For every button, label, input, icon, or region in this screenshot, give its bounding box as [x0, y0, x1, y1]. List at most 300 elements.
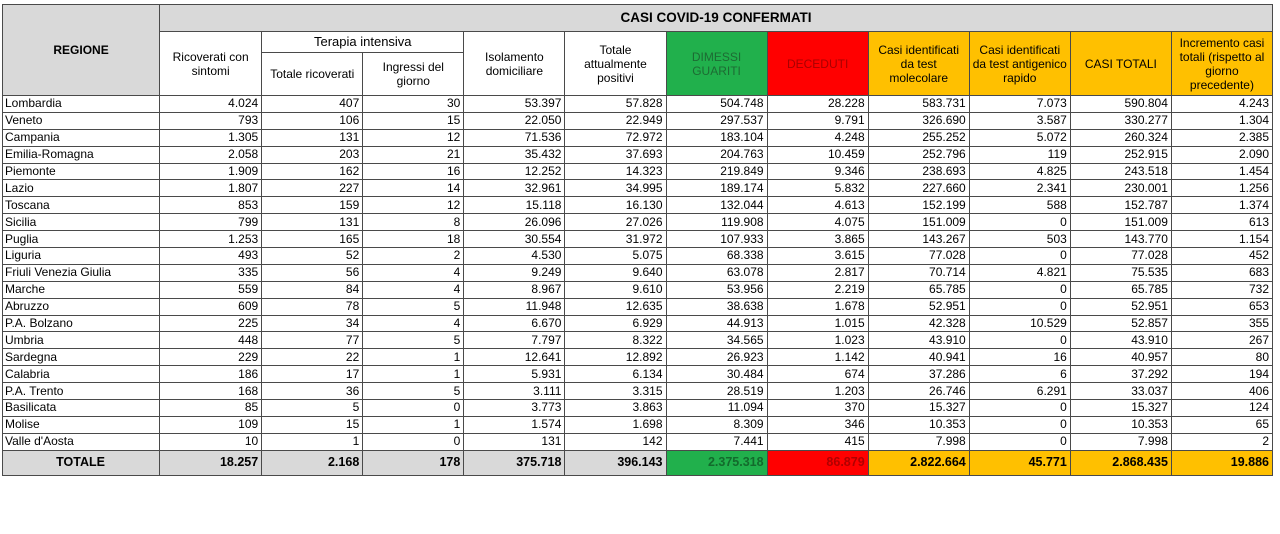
cell-dimessi: 504.748 [666, 96, 767, 113]
cell-totale-ricoverati: 34 [262, 315, 363, 332]
total-isolamento: 375.718 [464, 450, 565, 475]
cell-incremento: 80 [1171, 349, 1272, 366]
cell-incremento: 406 [1171, 383, 1272, 400]
cell-ricoverati: 229 [160, 349, 262, 366]
cell-positivi: 6.134 [565, 366, 666, 383]
cell-ricoverati: 2.058 [160, 146, 262, 163]
cell-ingressi: 1 [363, 349, 464, 366]
cell-positivi: 6.929 [565, 315, 666, 332]
total-ingressi: 178 [363, 450, 464, 475]
cell-dimessi: 132.044 [666, 197, 767, 214]
cell-isolamento: 12.641 [464, 349, 565, 366]
table-row [3, 96, 1273, 113]
cell-incremento: 732 [1171, 281, 1272, 298]
cell-antigenico: 6 [969, 366, 1070, 383]
cell-dimessi: 30.484 [666, 366, 767, 383]
cell-antigenico: 0 [969, 400, 1070, 417]
cell-totale-ricoverati: 407 [262, 96, 363, 113]
cell-casi-totali: 75.535 [1070, 264, 1171, 281]
cell-deceduti: 1.015 [767, 315, 868, 332]
cell-ingressi: 14 [363, 180, 464, 197]
cell-totale-ricoverati: 78 [262, 298, 363, 315]
cell-ricoverati: 10 [160, 433, 262, 450]
cell-incremento: 683 [1171, 264, 1272, 281]
cell-antigenico: 0 [969, 416, 1070, 433]
cell-molecolare: 10.353 [868, 416, 969, 433]
cell-totale-ricoverati: 36 [262, 383, 363, 400]
cell-ricoverati: 85 [160, 400, 262, 417]
total-dimessi: 2.375.318 [666, 450, 767, 475]
cell-ricoverati: 609 [160, 298, 262, 315]
total-molecolare: 2.822.664 [868, 450, 969, 475]
cell-positivi: 72.972 [565, 129, 666, 146]
cell-molecolare: 326.690 [868, 112, 969, 129]
table-row [3, 180, 1273, 197]
total-ricoverati: 18.257 [160, 450, 262, 475]
cell-incremento: 355 [1171, 315, 1272, 332]
cell-casi-totali: 10.353 [1070, 416, 1171, 433]
cell-regione: Calabria [3, 366, 160, 383]
cell-isolamento: 9.249 [464, 264, 565, 281]
cell-isolamento: 3.111 [464, 383, 565, 400]
cell-ingressi: 1 [363, 366, 464, 383]
total-deceduti: 86.879 [767, 450, 868, 475]
cell-regione: Campania [3, 129, 160, 146]
cell-totale-ricoverati: 159 [262, 197, 363, 214]
cell-antigenico: 588 [969, 197, 1070, 214]
cell-antigenico: 6.291 [969, 383, 1070, 400]
cell-incremento: 653 [1171, 298, 1272, 315]
cell-ingressi: 0 [363, 400, 464, 417]
table-row [3, 163, 1273, 180]
cell-isolamento: 30.554 [464, 231, 565, 248]
cell-antigenico: 3.587 [969, 112, 1070, 129]
cell-molecolare: 238.693 [868, 163, 969, 180]
cell-totale-ricoverati: 52 [262, 248, 363, 265]
cell-incremento: 2.385 [1171, 129, 1272, 146]
table-row [3, 315, 1273, 332]
cell-totale-ricoverati: 77 [262, 332, 363, 349]
cell-positivi: 5.075 [565, 248, 666, 265]
table-title: CASI COVID-19 CONFERMATI [160, 5, 1273, 32]
cell-antigenico: 0 [969, 248, 1070, 265]
cell-regione: Umbria [3, 332, 160, 349]
cell-antigenico: 4.825 [969, 163, 1070, 180]
cell-totale-ricoverati: 106 [262, 112, 363, 129]
cell-deceduti: 674 [767, 366, 868, 383]
cell-antigenico: 0 [969, 332, 1070, 349]
cell-dimessi: 11.094 [666, 400, 767, 417]
table-row [3, 112, 1273, 129]
table-row [3, 366, 1273, 383]
cell-molecolare: 70.714 [868, 264, 969, 281]
header-ingressi: Ingressi del giorno [363, 53, 464, 96]
cell-positivi: 27.026 [565, 214, 666, 231]
cell-ricoverati: 109 [160, 416, 262, 433]
cell-positivi: 9.640 [565, 264, 666, 281]
header-positivi: Totale attualmente positivi [565, 32, 666, 96]
cell-antigenico: 5.072 [969, 129, 1070, 146]
cell-regione: Molise [3, 416, 160, 433]
cell-totale-ricoverati: 162 [262, 163, 363, 180]
cell-casi-totali: 40.957 [1070, 349, 1171, 366]
cell-deceduti: 28.228 [767, 96, 868, 113]
cell-dimessi: 28.519 [666, 383, 767, 400]
cell-ingressi: 5 [363, 332, 464, 349]
cell-casi-totali: 52.857 [1070, 315, 1171, 332]
cell-dimessi: 26.923 [666, 349, 767, 366]
cell-totale-ricoverati: 5 [262, 400, 363, 417]
cell-antigenico: 0 [969, 298, 1070, 315]
table-row [3, 416, 1273, 433]
cell-antigenico: 119 [969, 146, 1070, 163]
cell-dimessi: 119.908 [666, 214, 767, 231]
cell-ricoverati: 793 [160, 112, 262, 129]
cell-positivi: 3.315 [565, 383, 666, 400]
cell-isolamento: 6.670 [464, 315, 565, 332]
cell-positivi: 14.323 [565, 163, 666, 180]
table-row [3, 264, 1273, 281]
cell-incremento: 1.374 [1171, 197, 1272, 214]
cell-molecolare: 42.328 [868, 315, 969, 332]
cell-dimessi: 8.309 [666, 416, 767, 433]
header-dimessi: DIMESSI GUARITI [666, 32, 767, 96]
cell-dimessi: 68.338 [666, 248, 767, 265]
cell-casi-totali: 330.277 [1070, 112, 1171, 129]
cell-ingressi: 30 [363, 96, 464, 113]
cell-molecolare: 252.796 [868, 146, 969, 163]
cell-deceduti: 1.678 [767, 298, 868, 315]
cell-incremento: 613 [1171, 214, 1272, 231]
cell-regione: Liguria [3, 248, 160, 265]
cell-ricoverati: 1.807 [160, 180, 262, 197]
cell-totale-ricoverati: 15 [262, 416, 363, 433]
cell-casi-totali: 243.518 [1070, 163, 1171, 180]
cell-molecolare: 52.951 [868, 298, 969, 315]
cell-regione: Abruzzo [3, 298, 160, 315]
cell-isolamento: 4.530 [464, 248, 565, 265]
cell-deceduti: 9.791 [767, 112, 868, 129]
cell-totale-ricoverati: 22 [262, 349, 363, 366]
cell-positivi: 37.693 [565, 146, 666, 163]
table-row [3, 197, 1273, 214]
cell-casi-totali: 77.028 [1070, 248, 1171, 265]
table-row [3, 248, 1273, 265]
cell-ingressi: 21 [363, 146, 464, 163]
cell-incremento: 1.256 [1171, 180, 1272, 197]
table-row [3, 129, 1273, 146]
cell-ingressi: 16 [363, 163, 464, 180]
cell-dimessi: 297.537 [666, 112, 767, 129]
cell-positivi: 16.130 [565, 197, 666, 214]
cell-isolamento: 1.574 [464, 416, 565, 433]
cell-totale-ricoverati: 17 [262, 366, 363, 383]
table-row [3, 433, 1273, 450]
cell-dimessi: 44.913 [666, 315, 767, 332]
cell-ricoverati: 853 [160, 197, 262, 214]
cell-deceduti: 415 [767, 433, 868, 450]
cell-ingressi: 5 [363, 383, 464, 400]
cell-isolamento: 15.118 [464, 197, 565, 214]
covid-table-container [2, 4, 1273, 476]
cell-isolamento: 53.397 [464, 96, 565, 113]
cell-isolamento: 26.096 [464, 214, 565, 231]
cell-deceduti: 4.075 [767, 214, 868, 231]
cell-isolamento: 32.961 [464, 180, 565, 197]
cell-casi-totali: 7.998 [1070, 433, 1171, 450]
cell-molecolare: 255.252 [868, 129, 969, 146]
table-row [3, 349, 1273, 366]
cell-isolamento: 22.050 [464, 112, 565, 129]
cell-dimessi: 53.956 [666, 281, 767, 298]
cell-ingressi: 18 [363, 231, 464, 248]
cell-positivi: 12.892 [565, 349, 666, 366]
cell-ricoverati: 1.909 [160, 163, 262, 180]
cell-dimessi: 189.174 [666, 180, 767, 197]
cell-molecolare: 15.327 [868, 400, 969, 417]
cell-regione: Basilicata [3, 400, 160, 417]
cell-isolamento: 3.773 [464, 400, 565, 417]
cell-molecolare: 77.028 [868, 248, 969, 265]
cell-molecolare: 583.731 [868, 96, 969, 113]
cell-ingressi: 4 [363, 315, 464, 332]
cell-ricoverati: 4.024 [160, 96, 262, 113]
cell-regione: P.A. Bolzano [3, 315, 160, 332]
cell-deceduti: 370 [767, 400, 868, 417]
cell-positivi: 8.322 [565, 332, 666, 349]
cell-deceduti: 4.613 [767, 197, 868, 214]
cell-positivi: 57.828 [565, 96, 666, 113]
cell-casi-totali: 152.787 [1070, 197, 1171, 214]
cell-regione: Sicilia [3, 214, 160, 231]
cell-antigenico: 7.073 [969, 96, 1070, 113]
cell-regione: Sardegna [3, 349, 160, 366]
cell-antigenico: 16 [969, 349, 1070, 366]
cell-positivi: 31.972 [565, 231, 666, 248]
cell-deceduti: 1.023 [767, 332, 868, 349]
table-row [3, 231, 1273, 248]
cell-antigenico: 0 [969, 433, 1070, 450]
cell-incremento: 1.454 [1171, 163, 1272, 180]
cell-ingressi: 12 [363, 197, 464, 214]
cell-ingressi: 4 [363, 281, 464, 298]
cell-dimessi: 204.763 [666, 146, 767, 163]
cell-totale-ricoverati: 84 [262, 281, 363, 298]
cell-antigenico: 4.821 [969, 264, 1070, 281]
cell-deceduti: 3.615 [767, 248, 868, 265]
cell-regione: Piemonte [3, 163, 160, 180]
cell-molecolare: 40.941 [868, 349, 969, 366]
cell-ricoverati: 335 [160, 264, 262, 281]
table-row [3, 146, 1273, 163]
cell-molecolare: 152.199 [868, 197, 969, 214]
header-totale-ricoverati: Totale ricoverati [262, 53, 363, 96]
cell-deceduti: 2.817 [767, 264, 868, 281]
table-row [3, 400, 1273, 417]
cell-ingressi: 12 [363, 129, 464, 146]
cell-ingressi: 5 [363, 298, 464, 315]
cell-casi-totali: 37.292 [1070, 366, 1171, 383]
cell-regione: Marche [3, 281, 160, 298]
cell-incremento: 452 [1171, 248, 1272, 265]
cell-casi-totali: 65.785 [1070, 281, 1171, 298]
cell-positivi: 34.995 [565, 180, 666, 197]
cell-regione: Veneto [3, 112, 160, 129]
cell-totale-ricoverati: 165 [262, 231, 363, 248]
cell-regione: Puglia [3, 231, 160, 248]
cell-positivi: 9.610 [565, 281, 666, 298]
cell-positivi: 1.698 [565, 416, 666, 433]
cell-dimessi: 183.104 [666, 129, 767, 146]
header-deceduti: DECEDUTI [767, 32, 868, 96]
header-casi-totali: CASI TOTALI [1070, 32, 1171, 96]
cell-regione: P.A. Trento [3, 383, 160, 400]
total-row [3, 450, 1273, 475]
header-incremento: Incremento casi totali (rispetto al giorno precedente) [1171, 32, 1272, 96]
cell-incremento: 65 [1171, 416, 1272, 433]
cell-deceduti: 3.865 [767, 231, 868, 248]
cell-regione: Toscana [3, 197, 160, 214]
cell-totale-ricoverati: 227 [262, 180, 363, 197]
cell-casi-totali: 143.770 [1070, 231, 1171, 248]
cell-molecolare: 37.286 [868, 366, 969, 383]
cell-ingressi: 15 [363, 112, 464, 129]
cell-molecolare: 227.660 [868, 180, 969, 197]
table-row [3, 281, 1273, 298]
cell-ricoverati: 559 [160, 281, 262, 298]
cell-dimessi: 219.849 [666, 163, 767, 180]
cell-ingressi: 2 [363, 248, 464, 265]
table-row [3, 298, 1273, 315]
cell-antigenico: 2.341 [969, 180, 1070, 197]
cell-incremento: 4.243 [1171, 96, 1272, 113]
total-positivi: 396.143 [565, 450, 666, 475]
covid-cases-table [2, 4, 1273, 476]
cell-ricoverati: 186 [160, 366, 262, 383]
cell-deceduti: 10.459 [767, 146, 868, 163]
cell-casi-totali: 252.915 [1070, 146, 1171, 163]
cell-casi-totali: 590.804 [1070, 96, 1171, 113]
total-totale-ricoverati: 2.168 [262, 450, 363, 475]
header-ricoverati: Ricoverati con sintomi [160, 32, 262, 96]
cell-totale-ricoverati: 131 [262, 214, 363, 231]
cell-ricoverati: 799 [160, 214, 262, 231]
table-row [3, 383, 1273, 400]
cell-incremento: 124 [1171, 400, 1272, 417]
cell-ricoverati: 448 [160, 332, 262, 349]
cell-positivi: 22.949 [565, 112, 666, 129]
cell-isolamento: 5.931 [464, 366, 565, 383]
cell-deceduti: 9.346 [767, 163, 868, 180]
table-row [3, 332, 1273, 349]
cell-ricoverati: 1.305 [160, 129, 262, 146]
total-regione: TOTALE [3, 450, 160, 475]
header-regione: REGIONE [3, 5, 160, 96]
cell-totale-ricoverati: 1 [262, 433, 363, 450]
cell-regione: Emilia-Romagna [3, 146, 160, 163]
total-antigenico: 45.771 [969, 450, 1070, 475]
cell-isolamento: 35.432 [464, 146, 565, 163]
header-terapia-intensiva: Terapia intensiva [262, 32, 464, 53]
cell-isolamento: 8.967 [464, 281, 565, 298]
cell-isolamento: 11.948 [464, 298, 565, 315]
cell-positivi: 142 [565, 433, 666, 450]
cell-molecolare: 143.267 [868, 231, 969, 248]
total-incremento: 19.886 [1171, 450, 1272, 475]
cell-molecolare: 65.785 [868, 281, 969, 298]
cell-regione: Lazio [3, 180, 160, 197]
header-molecolare: Casi identificati da test molecolare [868, 32, 969, 96]
cell-casi-totali: 260.324 [1070, 129, 1171, 146]
cell-isolamento: 7.797 [464, 332, 565, 349]
total-casi-totali: 2.868.435 [1070, 450, 1171, 475]
cell-casi-totali: 43.910 [1070, 332, 1171, 349]
cell-molecolare: 43.910 [868, 332, 969, 349]
cell-antigenico: 503 [969, 231, 1070, 248]
table-body [3, 96, 1273, 476]
cell-ingressi: 4 [363, 264, 464, 281]
cell-deceduti: 4.248 [767, 129, 868, 146]
cell-deceduti: 1.203 [767, 383, 868, 400]
cell-dimessi: 34.565 [666, 332, 767, 349]
cell-regione: Lombardia [3, 96, 160, 113]
cell-ingressi: 0 [363, 433, 464, 450]
cell-isolamento: 12.252 [464, 163, 565, 180]
cell-totale-ricoverati: 56 [262, 264, 363, 281]
cell-ingressi: 1 [363, 416, 464, 433]
cell-ricoverati: 168 [160, 383, 262, 400]
cell-dimessi: 38.638 [666, 298, 767, 315]
cell-deceduti: 346 [767, 416, 868, 433]
cell-regione: Friuli Venezia Giulia [3, 264, 160, 281]
cell-isolamento: 131 [464, 433, 565, 450]
cell-dimessi: 63.078 [666, 264, 767, 281]
cell-incremento: 2.090 [1171, 146, 1272, 163]
header-antigenico: Casi identificati da test antigenico rapido [969, 32, 1070, 96]
cell-casi-totali: 33.037 [1070, 383, 1171, 400]
cell-positivi: 3.863 [565, 400, 666, 417]
cell-regione: Valle d'Aosta [3, 433, 160, 450]
cell-totale-ricoverati: 131 [262, 129, 363, 146]
cell-incremento: 1.304 [1171, 112, 1272, 129]
cell-ricoverati: 1.253 [160, 231, 262, 248]
cell-incremento: 2 [1171, 433, 1272, 450]
cell-deceduti: 5.832 [767, 180, 868, 197]
cell-totale-ricoverati: 203 [262, 146, 363, 163]
cell-ricoverati: 493 [160, 248, 262, 265]
cell-deceduti: 2.219 [767, 281, 868, 298]
cell-casi-totali: 52.951 [1070, 298, 1171, 315]
cell-antigenico: 0 [969, 281, 1070, 298]
cell-dimessi: 7.441 [666, 433, 767, 450]
cell-ingressi: 8 [363, 214, 464, 231]
cell-ricoverati: 225 [160, 315, 262, 332]
cell-incremento: 1.154 [1171, 231, 1272, 248]
cell-dimessi: 107.933 [666, 231, 767, 248]
cell-antigenico: 10.529 [969, 315, 1070, 332]
cell-antigenico: 0 [969, 214, 1070, 231]
header-isolamento: Isolamento domiciliare [464, 32, 565, 96]
cell-molecolare: 7.998 [868, 433, 969, 450]
cell-isolamento: 71.536 [464, 129, 565, 146]
cell-casi-totali: 151.009 [1070, 214, 1171, 231]
cell-incremento: 267 [1171, 332, 1272, 349]
cell-deceduti: 1.142 [767, 349, 868, 366]
cell-incremento: 194 [1171, 366, 1272, 383]
cell-casi-totali: 15.327 [1070, 400, 1171, 417]
table-row [3, 214, 1273, 231]
cell-positivi: 12.635 [565, 298, 666, 315]
